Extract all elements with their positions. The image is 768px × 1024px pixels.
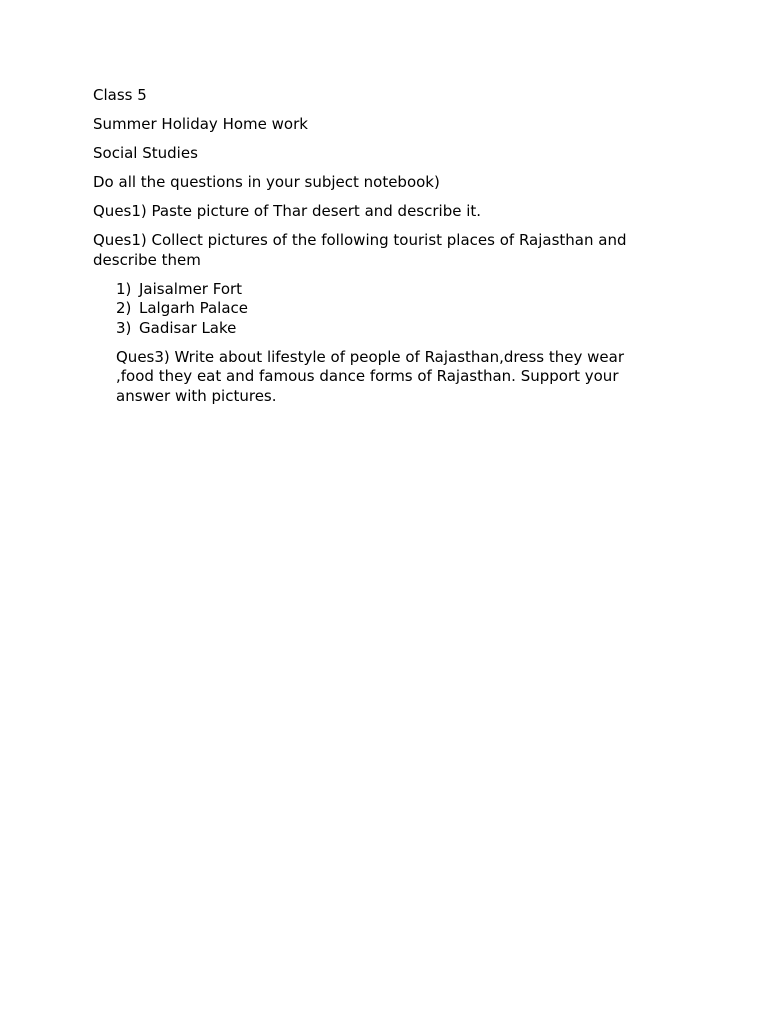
question-2: Ques1) Collect pictures of the following tourist places of Rajasthan and describe them [93,231,627,269]
list-item-number: 3) [116,318,132,337]
list-item [116,319,653,339]
list-item [116,280,653,300]
class-line: Class 5 [93,86,147,104]
document-page [93,86,653,406]
instruction-line: Do all the questions in your subject notebook) [93,173,440,191]
question-1: Ques1) Paste picture of Thar desert and describe it. [93,202,482,220]
tourist-places-list [93,280,653,339]
list-item-label: Jaisalmer Fort [139,279,243,298]
list-item-label: Lalgarh Palace [139,299,249,317]
list-item-number: 2) [116,299,132,317]
list-item-number: 1) [116,279,132,298]
document-title: Summer Holiday Home work [93,115,308,133]
subject-line: Social Studies [93,144,198,162]
list-item-label: Gadisar Lake [139,318,237,337]
list-item [116,299,653,319]
question-3: Ques3) Write about lifestyle of people of Rajasthan,dress they wear ,food they eat and famous dance forms of Rajasthan. Support your answer with pictures. [116,347,625,405]
